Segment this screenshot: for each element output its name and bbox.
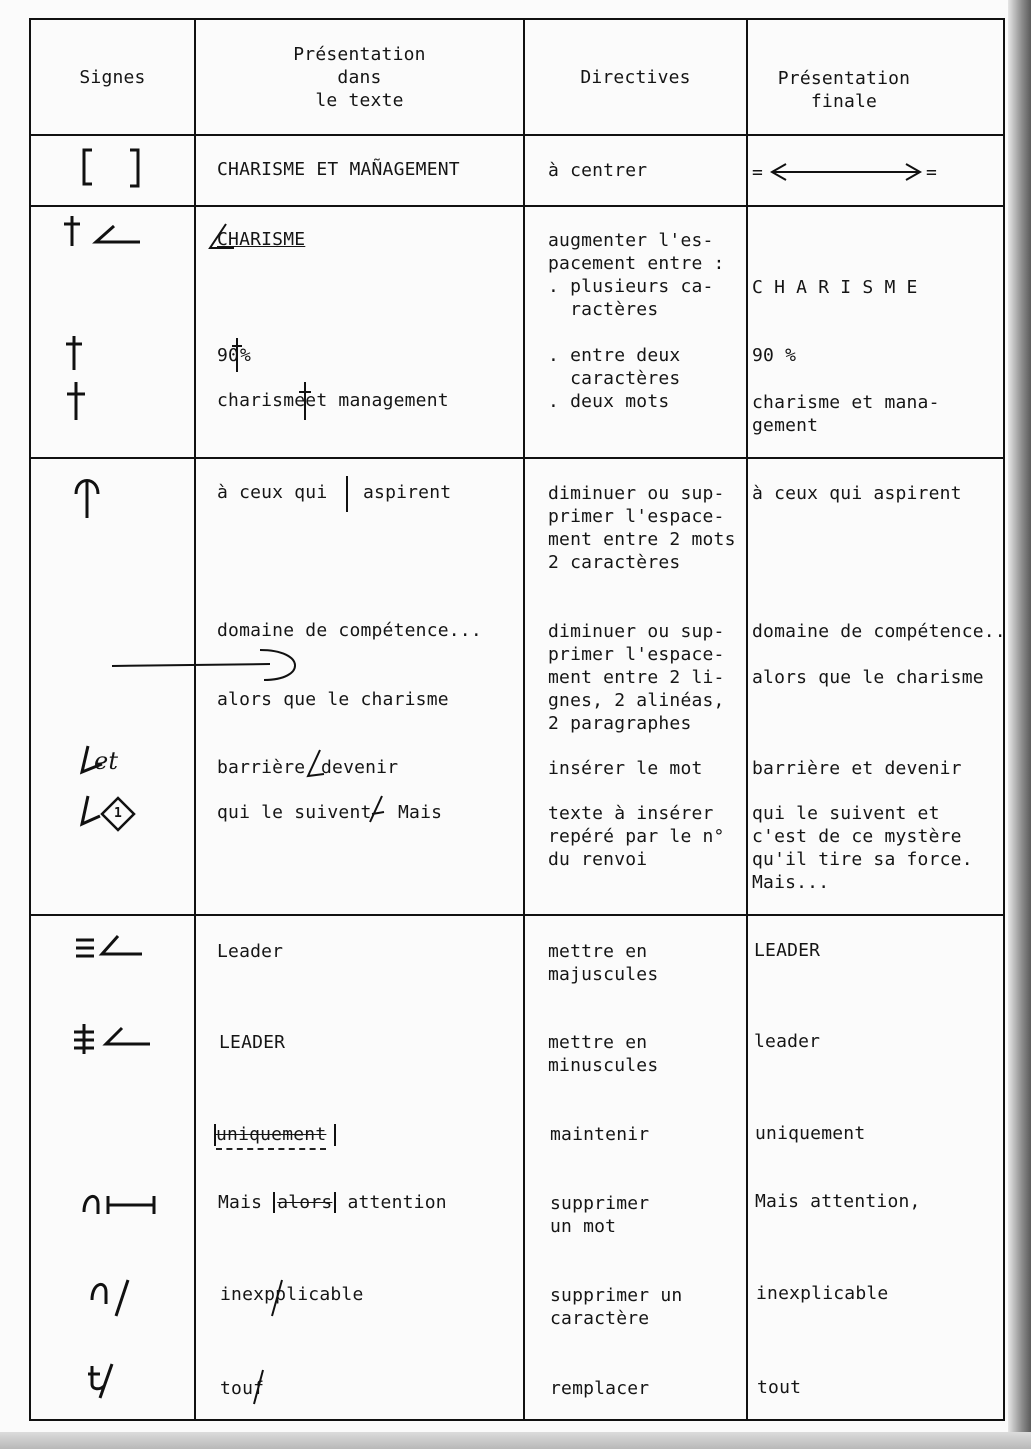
space-between-words-icon xyxy=(62,380,152,428)
r4-finale-2: gement xyxy=(752,415,819,436)
r5-directive-4: 2 caractères xyxy=(548,552,681,573)
r13-texte: inexpplicable xyxy=(220,1284,364,1305)
r3-texte-a: 90 xyxy=(217,345,240,366)
r13-directive-2: caractère xyxy=(550,1308,650,1329)
delete-word-icon xyxy=(80,1186,170,1234)
r10-texte: LEADER xyxy=(219,1032,286,1053)
table-border-bottom xyxy=(29,1419,1005,1421)
r9-directive-2: majuscules xyxy=(548,964,659,985)
row-divider-1 xyxy=(29,205,1005,207)
r2-texte: CHARISME xyxy=(217,229,306,250)
r4-texte xyxy=(217,389,449,412)
r8-directive-2: repéré par le n° xyxy=(548,826,725,847)
r6-finale-1: domaine de compétence.. xyxy=(752,621,1006,642)
r5-directive-3: ment entre 2 mots xyxy=(548,529,736,550)
r14-replace-mark xyxy=(250,1368,266,1408)
header-presentation-finale-1: Présentation xyxy=(777,68,911,89)
r7-texte-a: barrière xyxy=(217,757,306,778)
r4-insert-mark xyxy=(298,380,312,422)
row-divider-2 xyxy=(29,457,1005,459)
r2-directive-3: . plusieurs ca- xyxy=(548,276,714,297)
header-presentation-texte-2: dans xyxy=(337,67,382,88)
r10-finale: leader xyxy=(754,1031,821,1052)
r12-finale: Mais attention, xyxy=(755,1191,921,1212)
column-divider-3 xyxy=(746,18,748,1421)
r14-texte: touf xyxy=(220,1378,265,1399)
r8-texte-a: qui le suivent xyxy=(217,802,372,823)
r9-texte: Leader xyxy=(217,941,284,962)
r4-texte-b: t management xyxy=(316,390,449,411)
r7-directive: insérer le mot xyxy=(548,758,703,779)
scan-edge-shadow xyxy=(1008,0,1031,1449)
r8-finale-2: c'est de ce mystère xyxy=(752,826,962,847)
r1-directive: à centrer xyxy=(548,160,648,181)
r4-texte-strike: e xyxy=(305,390,317,411)
r13-finale: inexplicable xyxy=(756,1283,889,1304)
column-divider-2 xyxy=(523,18,525,1421)
r14-directive: remplacer xyxy=(550,1378,650,1399)
r2-directive-2: pacement entre : xyxy=(548,253,725,274)
r12-texte-a: Mais xyxy=(218,1192,263,1213)
r5-finale: à ceux qui aspirent xyxy=(752,483,962,504)
r10-directive-1: mettre en xyxy=(548,1032,648,1053)
double-arrow-icon xyxy=(766,152,926,192)
r8-finale-3: qu'il tire sa force. xyxy=(752,849,973,870)
r1-finale-right: = xyxy=(926,162,938,183)
header-signes: Signes xyxy=(79,67,146,88)
r10-directive-2: minuscules xyxy=(548,1055,659,1076)
r9-directive-1: mettre en xyxy=(548,941,648,962)
r7-sign-text: et xyxy=(94,747,119,775)
r2-directive-4: ractères xyxy=(548,299,659,320)
r9-finale: LEADER xyxy=(754,940,821,961)
row-divider-3 xyxy=(29,914,1005,916)
r1-texte: CHARISME ET MAÑAGEMENT xyxy=(217,159,460,180)
increase-spacing-icon xyxy=(60,212,150,260)
r4-directive: . deux mots xyxy=(548,391,670,412)
r2-finale: C H A R I S M E xyxy=(752,277,918,298)
r12-texte-strike: alors xyxy=(273,1192,336,1213)
header-presentation-texte-1: Présentation xyxy=(293,44,426,65)
lowercase-icon xyxy=(70,1020,160,1068)
header-divider xyxy=(29,134,1005,136)
r11-finale: uniquement xyxy=(755,1123,866,1144)
r3-finale: 90 % xyxy=(752,345,797,366)
table-border-top xyxy=(29,18,1005,20)
uppercase-icon xyxy=(72,932,162,980)
r13-directive-1: supprimer un xyxy=(550,1285,683,1306)
r4-finale-1: charisme et mana- xyxy=(752,392,940,413)
r3-directive-1: . entre deux xyxy=(548,345,681,366)
r6-directive-2: primer l'espace- xyxy=(548,644,725,665)
r11-bar-right xyxy=(334,1124,336,1146)
r11-texte: uniquement xyxy=(216,1123,326,1150)
r8-insert-mark xyxy=(364,794,388,828)
r5-bar-mark xyxy=(346,476,348,512)
r5-directive-1: diminuer ou sup- xyxy=(548,483,725,504)
r8-sign-num: 1 xyxy=(114,806,123,821)
r12-texte xyxy=(218,1191,447,1214)
r6-finale-2: alors que le charisme xyxy=(752,667,984,688)
insert-reference-icon xyxy=(78,792,148,840)
r13-delete-mark xyxy=(266,1278,286,1318)
r5-directive-2: primer l'espace- xyxy=(548,506,725,527)
r6-texte-1: domaine de compétence... xyxy=(217,620,482,641)
r7-texte-b: devenir xyxy=(321,757,399,778)
reduce-spacing-icon xyxy=(64,472,154,520)
r12-directive-2: un mot xyxy=(550,1216,617,1237)
r6-texte-2: alors que le charisme xyxy=(217,689,449,710)
r5-texte-a: à ceux qui xyxy=(217,482,328,503)
replace-character-icon xyxy=(86,1362,176,1410)
r7-finale: barrière et devenir xyxy=(752,758,962,779)
r8-directive-3: du renvoi xyxy=(548,849,648,870)
header-directives: Directives xyxy=(580,67,691,88)
column-divider-1 xyxy=(194,18,196,1421)
r12-texte-b: attention xyxy=(347,1192,447,1213)
join-lines-arrow-icon xyxy=(110,644,300,684)
table-border-left xyxy=(29,18,31,1421)
r6-directive-4: gnes, 2 alinéas, xyxy=(548,690,725,711)
r14-finale: tout xyxy=(757,1377,802,1398)
r11-directive: maintenir xyxy=(550,1124,650,1145)
scan-bottom-edge xyxy=(0,1432,1031,1449)
table-border-right xyxy=(1003,18,1005,1421)
r2-directive-1: augmenter l'es- xyxy=(548,230,714,251)
r6-directive-5: 2 paragraphes xyxy=(548,713,692,734)
r8-finale-4: Mais... xyxy=(752,872,830,893)
r8-directive-1: texte à insérer xyxy=(548,803,714,824)
r12-directive-1: supprimer xyxy=(550,1193,650,1214)
r6-directive-1: diminuer ou sup- xyxy=(548,621,725,642)
center-brackets-icon xyxy=(70,144,160,192)
r1-finale-left: = xyxy=(752,162,764,183)
r4-texte-a: charisme xyxy=(217,390,306,411)
header-presentation-finale-2: finale xyxy=(810,91,878,112)
space-between-chars-icon xyxy=(60,334,150,382)
r3-directive-2: caractères xyxy=(548,368,681,389)
r8-texte-b: Mais xyxy=(398,802,443,823)
r5-texte-b: aspirent xyxy=(363,482,452,503)
r8-finale-1: qui le suivent et xyxy=(752,803,940,824)
delete-character-icon xyxy=(88,1276,178,1324)
header-presentation-texte-3: le texte xyxy=(315,90,404,111)
r3-texte-b: % xyxy=(240,345,252,366)
r6-directive-3: ment entre 2 li- xyxy=(548,667,725,688)
